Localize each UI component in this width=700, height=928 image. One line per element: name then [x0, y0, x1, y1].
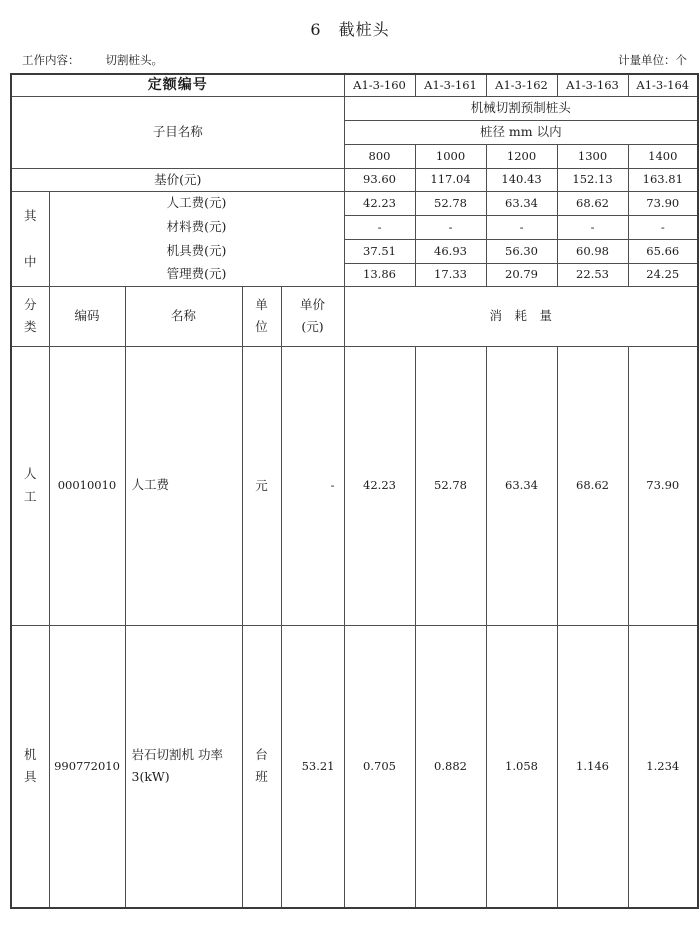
detail-row-labor	[11, 346, 698, 625]
quota-code-cell: A1-3-162	[486, 74, 557, 96]
detail-header-price: 单价 (元)	[281, 286, 344, 346]
fee-value: 22.53	[557, 263, 628, 286]
page-title: 6 截桩头	[310, 20, 390, 39]
consumption-value: 1.234	[628, 625, 698, 908]
quota-code-header: 定额编号	[11, 74, 344, 96]
fee-value: 17.33	[415, 263, 486, 286]
fee-value: 37.51	[344, 239, 415, 263]
detail-category: 人 工	[11, 346, 49, 625]
sub-item-spec: 桩径 mm 以内	[344, 120, 698, 144]
sub-item-group-row	[11, 96, 698, 120]
among-char-bottom: 中	[23, 253, 37, 269]
fee-value: 73.90	[628, 191, 698, 215]
fee-value: -	[557, 215, 628, 239]
fee-value: 56.30	[486, 239, 557, 263]
detail-unit: 元	[242, 346, 281, 625]
quota-code-cell: A1-3-161	[415, 74, 486, 96]
fee-value: 68.62	[557, 191, 628, 215]
fee-value: 60.98	[557, 239, 628, 263]
diameter-cell: 1200	[486, 144, 557, 168]
fee-label: 材料费(元)	[49, 215, 344, 239]
consumption-value: 73.90	[628, 346, 698, 625]
diameter-cell: 800	[344, 144, 415, 168]
fee-value: 24.25	[628, 263, 698, 286]
fee-value: -	[415, 215, 486, 239]
detail-name: 人工费	[125, 346, 242, 625]
among-which-label	[12, 193, 49, 285]
detail-category: 机 具	[11, 625, 49, 908]
fee-value: 52.78	[415, 191, 486, 215]
consumption-value: 63.34	[486, 346, 557, 625]
detail-row-machine	[11, 625, 698, 908]
fee-value: 46.93	[415, 239, 486, 263]
sub-item-label: 子目名称	[11, 96, 344, 168]
fee-row-labor	[11, 191, 698, 215]
fee-value: 42.23	[344, 191, 415, 215]
fee-value: 63.34	[486, 191, 557, 215]
fee-value: 65.66	[628, 239, 698, 263]
base-price-cell: 117.04	[415, 168, 486, 191]
detail-code: 00010010	[49, 346, 125, 625]
meta-row	[22, 53, 687, 68]
detail-price: -	[281, 346, 344, 625]
fee-row-material	[11, 215, 698, 239]
fee-value: 13.86	[344, 263, 415, 286]
base-price-label: 基价(元)	[11, 168, 344, 191]
detail-header-name: 名称	[125, 286, 242, 346]
quota-table	[10, 73, 699, 909]
quota-code-cell: A1-3-164	[628, 74, 698, 96]
work-content-label: 工作内容：	[22, 53, 80, 67]
fee-label: 管理费(元)	[49, 263, 344, 286]
fee-value: 20.79	[486, 263, 557, 286]
work-content	[22, 53, 163, 68]
among-which-cell	[11, 191, 49, 286]
detail-header-unit: 单 位	[242, 286, 281, 346]
base-price-row	[11, 168, 698, 191]
consumption-value: 1.146	[557, 625, 628, 908]
diameter-cell: 1300	[557, 144, 628, 168]
diameter-cell: 1000	[415, 144, 486, 168]
base-price-cell: 93.60	[344, 168, 415, 191]
quota-code-cell: A1-3-163	[557, 74, 628, 96]
among-char-top: 其	[23, 207, 37, 223]
fee-value: -	[486, 215, 557, 239]
base-price-cell: 140.43	[486, 168, 557, 191]
work-content-value: 切割桩头。	[105, 53, 163, 67]
consumption-value: 42.23	[344, 346, 415, 625]
fee-label: 机具费(元)	[49, 239, 344, 263]
consumption-value: 0.705	[344, 625, 415, 908]
quota-code-cell: A1-3-160	[344, 74, 415, 96]
fee-value: -	[628, 215, 698, 239]
consumption-value: 0.882	[415, 625, 486, 908]
consumption-value: 52.78	[415, 346, 486, 625]
detail-name: 岩石切割机 功率3(kW)	[125, 625, 242, 908]
consumption-value: 1.058	[486, 625, 557, 908]
detail-price: 53.21	[281, 625, 344, 908]
fee-value: -	[344, 215, 415, 239]
sub-item-group: 机械切割预制桩头	[344, 96, 698, 120]
diameter-cell: 1400	[628, 144, 698, 168]
quota-code-row	[11, 74, 698, 96]
detail-header-consumption: 消 耗 量	[344, 286, 698, 346]
consumption-value: 68.62	[557, 346, 628, 625]
base-price-cell: 163.81	[628, 168, 698, 191]
detail-unit: 台 班	[242, 625, 281, 908]
measure-unit-note: 计量单位：个	[618, 53, 687, 67]
fee-row-management	[11, 263, 698, 286]
detail-header-code: 编码	[49, 286, 125, 346]
base-price-cell: 152.13	[557, 168, 628, 191]
fee-label: 人工费(元)	[49, 191, 344, 215]
fee-row-machine	[11, 239, 698, 263]
detail-code: 990772010	[49, 625, 125, 908]
detail-header-category: 分 类	[11, 286, 49, 346]
detail-header-row	[11, 286, 698, 346]
